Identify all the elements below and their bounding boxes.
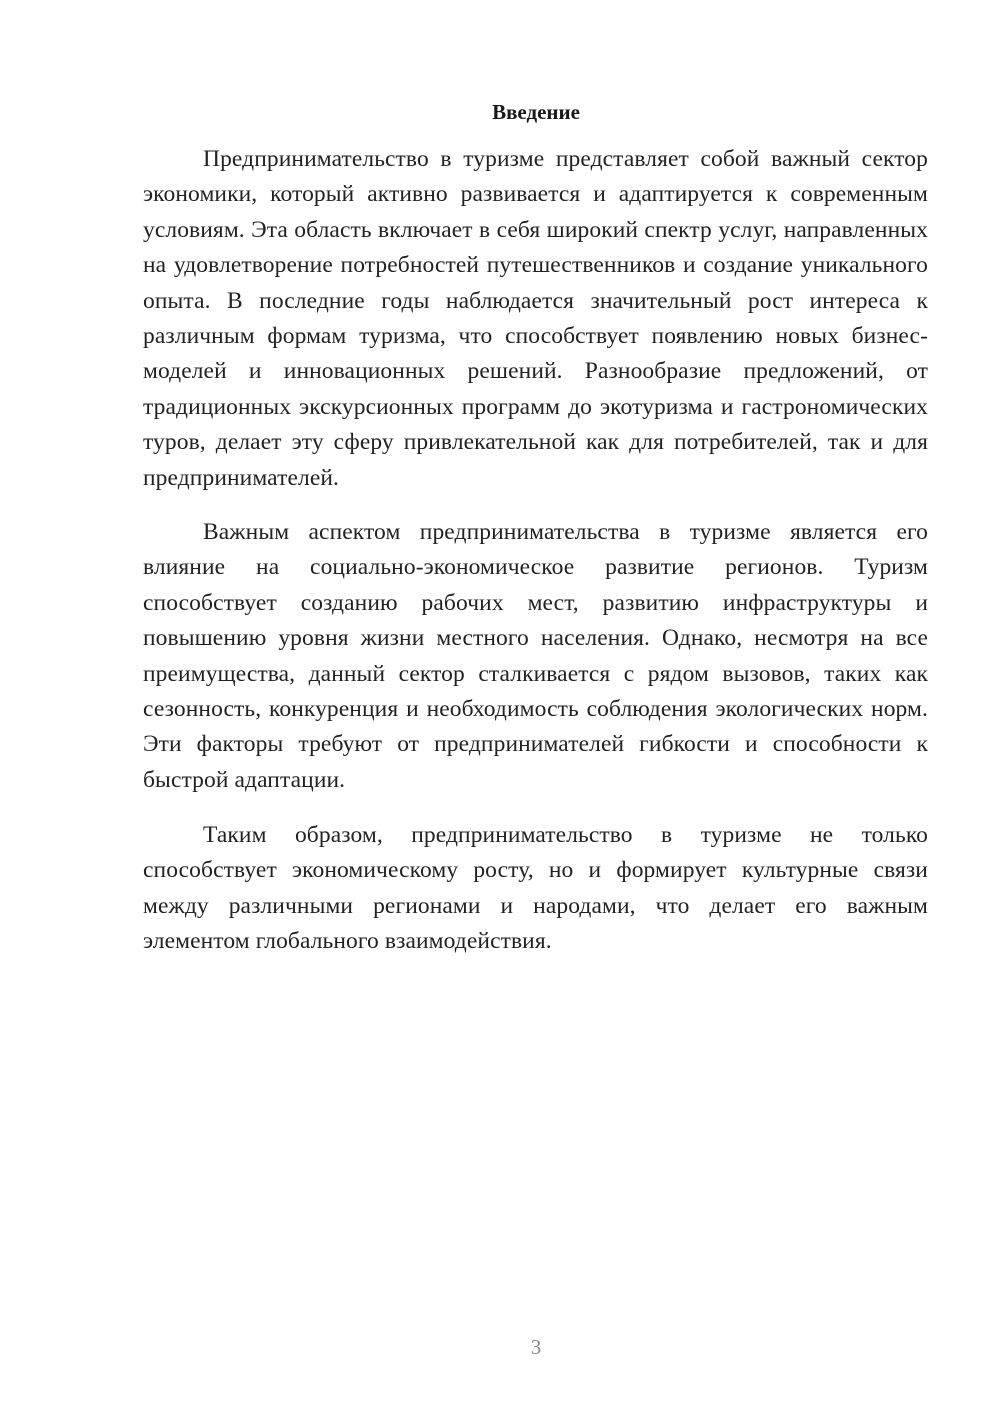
section-heading: Введение xyxy=(492,100,580,124)
paragraph-1: Предпринимательство в туризме представляет собой важный сектор экономики, который активно развивается и адаптируется к современным условиям. Эта область включает в себя широкий спектр услуг, направленных на удовлетворение потребностей путешественников и создание уникального опыта. В последние годы наблюдается значительный рост интереса к различным формам туризма, что способствует появлению новых бизнес-моделей и инновационных решений. Разнообразие предложений, от традиционных экскурсионных программ до экотуризма и гастрономических туров, делает эту сферу привлекательной как для потребителей, так и для предпринимателей. xyxy=(143,146,928,491)
page-number: 3 xyxy=(530,1335,542,1359)
paragraph-2: Важным аспектом предпринимательства в туризме является его влияние на социально-экономическое развитие регионов. Туризм способствует созданию рабочих мест, развитию инфраструктуры и повышению уровня жизни местного населения. Однако, несмотря на все преимущества, данный сектор сталкивается с рядом вызовов, таких как сезонность, конкуренция и необходимость соблюдения экологических норм. Эти факторы требуют от предпринимателей гибкости и способности к быстрой адаптации. xyxy=(143,519,928,793)
paragraph-3: Таким образом, предпринимательство в туризме не только способствует экономическому росту, но и формирует культурные связи между различными регионами и народами, что делает его важным элементом глобального взаимодействия. xyxy=(143,822,928,955)
